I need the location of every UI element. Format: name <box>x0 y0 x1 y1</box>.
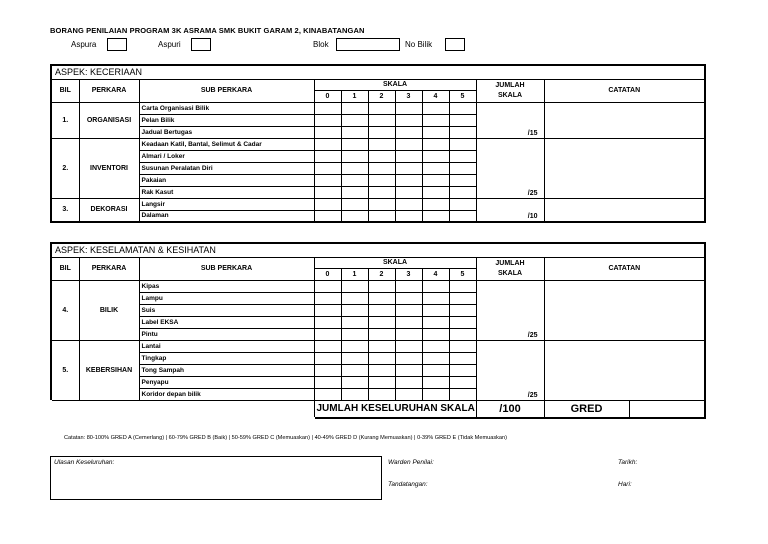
score-cell[interactable] <box>395 292 422 304</box>
score-cell[interactable] <box>314 352 341 364</box>
score-cell[interactable] <box>341 364 368 376</box>
form-title: BORANG PENILAIAN PROGRAM 3K ASRAMA SMK BUKIT GARAM 2, KINABATANGAN <box>50 26 365 35</box>
grading-note: Catatan: 80-100% GRED A (Cemerlang) | 60-79% GRED B (Baik) | 50-59% GRED C (Memuaskan) | 40-49% GRED D (Kurang Memuaskan) | 0-39% GRED E (Tidak Memuaskan) <box>64 435 508 441</box>
score-cell[interactable] <box>314 138 341 150</box>
score-cell[interactable] <box>395 388 422 400</box>
score-cell[interactable] <box>422 280 449 292</box>
score-cell[interactable] <box>449 352 476 364</box>
col-catatan: CATATAN <box>544 79 705 102</box>
score-cell[interactable] <box>449 340 476 352</box>
tandatangan-label: Tandatangan: <box>388 481 428 488</box>
jumlah-cell: /15 <box>476 102 544 138</box>
score-cell[interactable] <box>422 304 449 316</box>
score-cell[interactable] <box>422 328 449 340</box>
sub-item: Lampu <box>139 292 314 304</box>
score-cell[interactable] <box>422 340 449 352</box>
score-cell[interactable] <box>422 186 449 198</box>
score-cell[interactable] <box>341 316 368 328</box>
sub-item: Pintu <box>139 328 314 340</box>
score-cell[interactable] <box>449 328 476 340</box>
sub-item: Lantai <box>139 340 314 352</box>
scale-5: 5 <box>449 90 476 102</box>
score-cell[interactable] <box>368 102 395 114</box>
score-cell[interactable] <box>395 364 422 376</box>
col-skala: SKALA <box>314 79 476 90</box>
scale-4: 4 <box>422 90 449 102</box>
score-cell[interactable] <box>422 174 449 186</box>
col-catatan: CATATAN <box>544 257 705 280</box>
score-cell[interactable] <box>395 316 422 328</box>
sub-item: Keadaan Katil, Bantal, Selimut & Cadar <box>139 138 314 150</box>
score-cell[interactable] <box>368 280 395 292</box>
aspuri-checkbox[interactable] <box>191 38 211 51</box>
gred-cell <box>544 400 705 418</box>
score-cell[interactable] <box>314 210 341 222</box>
scale-0: 0 <box>314 90 341 102</box>
score-cell[interactable] <box>368 292 395 304</box>
score-cell[interactable] <box>368 174 395 186</box>
score-cell[interactable] <box>368 198 395 210</box>
score-cell[interactable] <box>449 304 476 316</box>
score-cell[interactable] <box>395 280 422 292</box>
score-cell[interactable] <box>395 150 422 162</box>
score-cell[interactable] <box>422 162 449 174</box>
score-cell[interactable] <box>314 198 341 210</box>
score-cell[interactable] <box>368 388 395 400</box>
section-keceriaan-table <box>50 64 706 223</box>
score-cell[interactable] <box>341 162 368 174</box>
sub-item: Carta Organisasi Bilik <box>139 102 314 114</box>
score-cell[interactable] <box>395 186 422 198</box>
score-cell[interactable] <box>449 150 476 162</box>
score-cell[interactable] <box>449 138 476 150</box>
score-cell[interactable] <box>314 280 341 292</box>
score-cell[interactable] <box>368 340 395 352</box>
score-cell[interactable] <box>314 186 341 198</box>
score-cell[interactable] <box>314 126 341 138</box>
score-cell[interactable] <box>314 388 341 400</box>
col-jumlah-skala: JUMLAH SKALA <box>476 257 544 280</box>
score-cell[interactable] <box>341 198 368 210</box>
score-cell[interactable] <box>341 388 368 400</box>
jumlah-cell: /25 <box>476 138 544 198</box>
score-cell[interactable] <box>449 280 476 292</box>
sub-item: Dalaman <box>139 210 314 222</box>
ulasan-label: Ulasan Keseluruhan: <box>54 459 115 466</box>
col-jumlah-skala: JUMLAH SKALA <box>476 79 544 102</box>
score-cell[interactable] <box>395 210 422 222</box>
perkara-cell: ORGANISASI <box>79 102 139 138</box>
score-cell[interactable] <box>449 388 476 400</box>
score-cell[interactable] <box>449 210 476 222</box>
jumlah-cell: /25 <box>476 340 544 400</box>
catatan-cell[interactable] <box>544 198 705 222</box>
tarikh-label: Tarikh: <box>618 459 638 466</box>
blok-field[interactable] <box>336 38 400 51</box>
catatan-cell[interactable] <box>544 280 705 340</box>
sub-item: Tingkap <box>139 352 314 364</box>
score-cell[interactable] <box>422 376 449 388</box>
score-cell[interactable] <box>368 304 395 316</box>
score-cell[interactable] <box>449 376 476 388</box>
col-sub-perkara: SUB PERKARA <box>139 257 314 280</box>
catatan-cell[interactable] <box>544 340 705 400</box>
score-cell[interactable] <box>449 162 476 174</box>
score-cell[interactable] <box>341 138 368 150</box>
sub-item: Susunan Peralatan Diri <box>139 162 314 174</box>
col-perkara: PERKARA <box>79 79 139 102</box>
sub-item: Jadual Bertugas <box>139 126 314 138</box>
sub-item: Langsir <box>139 198 314 210</box>
score-cell[interactable] <box>422 126 449 138</box>
score-cell[interactable] <box>368 364 395 376</box>
scale-2: 2 <box>368 90 395 102</box>
sub-item: Pelan Bilik <box>139 114 314 126</box>
section-title-keselamatan: ASPEK: KESELAMATAN & KESIHATAN <box>51 243 705 257</box>
score-cell[interactable] <box>368 352 395 364</box>
score-cell[interactable] <box>449 316 476 328</box>
score-cell[interactable] <box>395 126 422 138</box>
ulasan-box[interactable] <box>50 456 382 500</box>
score-cell[interactable] <box>341 186 368 198</box>
perkara-cell: BILIK <box>79 280 139 340</box>
sub-item: Koridor depan bilik <box>139 388 314 400</box>
total-label: JUMLAH KESELURUHAN SKALA <box>314 400 476 418</box>
score-cell[interactable] <box>368 376 395 388</box>
col-perkara: PERKARA <box>79 257 139 280</box>
score-cell[interactable] <box>314 114 341 126</box>
sub-item: Pakaian <box>139 174 314 186</box>
score-cell[interactable] <box>341 292 368 304</box>
score-cell[interactable] <box>314 162 341 174</box>
score-cell[interactable] <box>395 328 422 340</box>
score-cell[interactable] <box>449 186 476 198</box>
score-cell[interactable] <box>341 376 368 388</box>
score-cell[interactable] <box>422 138 449 150</box>
no-bilik-label: No Bilik <box>405 40 433 49</box>
score-cell[interactable] <box>395 304 422 316</box>
aspura-label: Aspura <box>71 40 97 49</box>
perkara-cell: KEBERSIHAN <box>79 340 139 400</box>
score-cell[interactable] <box>341 340 368 352</box>
score-cell[interactable] <box>368 162 395 174</box>
scale-4: 4 <box>422 268 449 280</box>
sub-item: Rak Kasut <box>139 186 314 198</box>
score-cell[interactable] <box>341 114 368 126</box>
perkara-cell: DEKORASI <box>79 198 139 222</box>
score-cell[interactable] <box>395 162 422 174</box>
blok-label: Blok <box>313 40 329 49</box>
score-cell[interactable] <box>368 328 395 340</box>
sub-item: Label EKSA <box>139 316 314 328</box>
col-skala: SKALA <box>314 257 476 268</box>
score-cell[interactable] <box>368 186 395 198</box>
catatan-cell[interactable] <box>544 102 705 138</box>
score-cell[interactable] <box>341 304 368 316</box>
sub-item: Suis <box>139 304 314 316</box>
col-bil: BIL <box>51 79 79 102</box>
score-cell[interactable] <box>314 340 341 352</box>
score-cell[interactable] <box>422 150 449 162</box>
sub-item: Almari / Loker <box>139 150 314 162</box>
scale-5: 5 <box>449 268 476 280</box>
score-cell[interactable] <box>449 198 476 210</box>
col-bil: BIL <box>51 257 79 280</box>
score-cell[interactable] <box>449 174 476 186</box>
score-cell[interactable] <box>395 174 422 186</box>
score-cell[interactable] <box>395 352 422 364</box>
catatan-cell[interactable] <box>544 138 705 198</box>
score-cell[interactable] <box>314 316 341 328</box>
score-cell[interactable] <box>341 328 368 340</box>
score-cell[interactable] <box>368 126 395 138</box>
score-cell[interactable] <box>422 114 449 126</box>
col-sub-perkara: SUB PERKARA <box>139 79 314 102</box>
score-cell[interactable] <box>449 102 476 114</box>
scale-0: 0 <box>314 268 341 280</box>
score-cell[interactable] <box>395 102 422 114</box>
score-cell[interactable] <box>368 210 395 222</box>
jumlah-cell: /10 <box>476 198 544 222</box>
bil-cell: 2. <box>51 138 79 198</box>
score-cell[interactable] <box>341 102 368 114</box>
gred-label: GRED <box>570 402 603 415</box>
score-cell[interactable] <box>422 364 449 376</box>
gred-input[interactable] <box>629 401 705 417</box>
score-cell[interactable] <box>314 376 341 388</box>
no-bilik-field[interactable] <box>445 38 465 51</box>
score-cell[interactable] <box>314 174 341 186</box>
sub-item: Tong Sampah <box>139 364 314 376</box>
score-cell[interactable] <box>368 114 395 126</box>
bil-cell: 3. <box>51 198 79 222</box>
score-cell[interactable] <box>314 304 341 316</box>
sub-item: Penyapu <box>139 376 314 388</box>
score-cell[interactable] <box>341 150 368 162</box>
score-cell[interactable] <box>449 126 476 138</box>
score-cell[interactable] <box>341 126 368 138</box>
score-cell[interactable] <box>341 210 368 222</box>
bil-cell: 1. <box>51 102 79 138</box>
hari-label: Hari: <box>618 481 632 488</box>
warden-label: Warden Penilai: <box>388 459 434 466</box>
score-cell[interactable] <box>314 150 341 162</box>
score-cell[interactable] <box>368 150 395 162</box>
bil-cell: 4. <box>51 280 79 340</box>
bil-cell: 5. <box>51 340 79 400</box>
perkara-cell: INVENTORI <box>79 138 139 198</box>
score-cell[interactable] <box>368 316 395 328</box>
score-cell[interactable] <box>314 364 341 376</box>
score-cell[interactable] <box>395 114 422 126</box>
aspuri-label: Aspuri <box>158 40 181 49</box>
score-cell[interactable] <box>422 210 449 222</box>
score-cell[interactable] <box>449 364 476 376</box>
score-cell[interactable] <box>395 138 422 150</box>
total-value: /100 <box>476 400 544 418</box>
aspura-checkbox[interactable] <box>107 38 127 51</box>
score-cell[interactable] <box>395 340 422 352</box>
score-cell[interactable] <box>314 102 341 114</box>
score-cell[interactable] <box>341 280 368 292</box>
score-cell[interactable] <box>395 376 422 388</box>
sub-item: Kipas <box>139 280 314 292</box>
scale-3: 3 <box>395 90 422 102</box>
score-cell[interactable] <box>368 138 395 150</box>
score-cell[interactable] <box>422 198 449 210</box>
scale-3: 3 <box>395 268 422 280</box>
score-cell[interactable] <box>341 174 368 186</box>
score-cell[interactable] <box>422 102 449 114</box>
score-cell[interactable] <box>314 292 341 304</box>
scale-1: 1 <box>341 90 368 102</box>
score-cell[interactable] <box>422 292 449 304</box>
section-title-keceriaan: ASPEK: KECERIAAN <box>51 65 705 79</box>
score-cell[interactable] <box>341 352 368 364</box>
jumlah-cell: /25 <box>476 280 544 340</box>
scale-2: 2 <box>368 268 395 280</box>
section-keselamatan-table <box>50 242 706 419</box>
score-cell[interactable] <box>449 292 476 304</box>
totals-spacer <box>51 400 314 418</box>
score-cell[interactable] <box>422 352 449 364</box>
score-cell[interactable] <box>449 114 476 126</box>
score-cell[interactable] <box>422 316 449 328</box>
score-cell[interactable] <box>314 328 341 340</box>
score-cell[interactable] <box>395 198 422 210</box>
score-cell[interactable] <box>422 388 449 400</box>
scale-1: 1 <box>341 268 368 280</box>
